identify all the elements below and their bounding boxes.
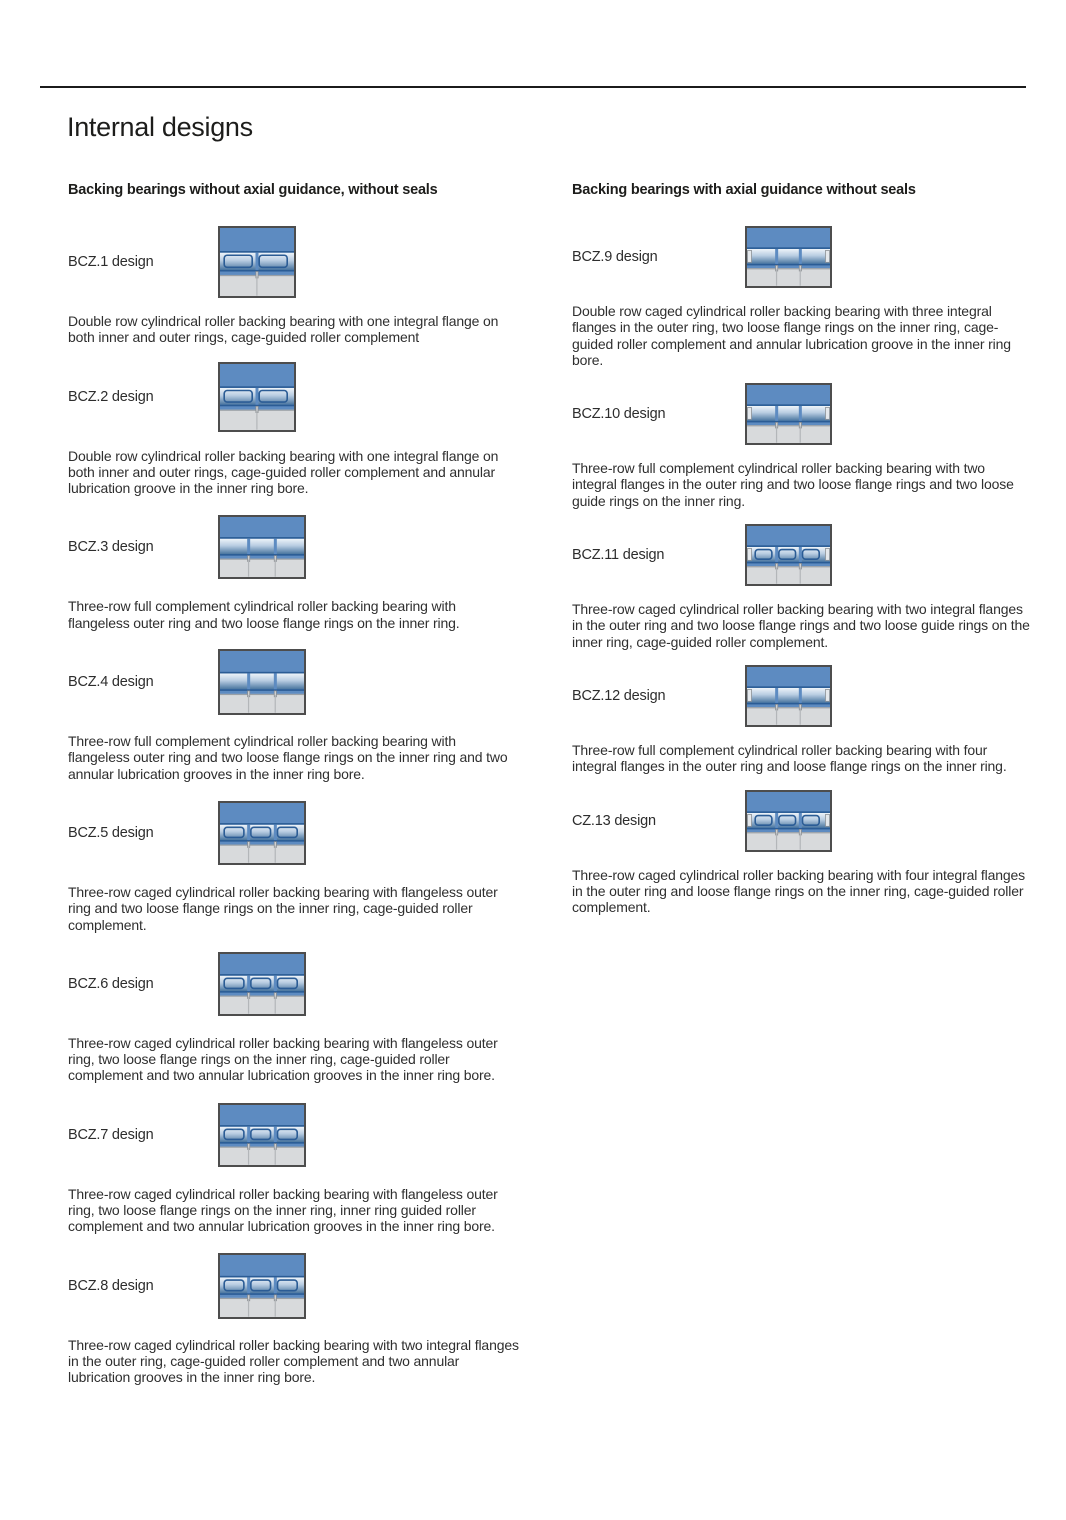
design-description: Double row cylindrical roller backing bearing with one integral flange on both inner and outer rings, cage-guided roller complement and annular lubrication groove in the inner ring bore. xyxy=(68,447,499,497)
design-label: BCZ.2 design xyxy=(68,388,154,405)
bearing-cross-section-figure xyxy=(218,952,306,1016)
bearing-cross-section-figure xyxy=(218,515,306,579)
design-item-bcz1 xyxy=(68,225,520,346)
design-item-bcz6 xyxy=(68,947,520,1084)
design-label: BCZ.3 design xyxy=(68,539,154,556)
design-item-bcz2 xyxy=(68,360,520,497)
column-with-axial-guidance xyxy=(572,182,1030,929)
design-item-bcz9 xyxy=(572,225,1030,368)
column-header: Backing bearings with axial guidance without seals xyxy=(572,182,916,198)
design-item-bcz11 xyxy=(572,523,1030,650)
bearing-cross-section-figure xyxy=(745,524,832,586)
design-description: Three-row caged cylindrical roller backing bearing with two integral flanges in the outer ring, cage-guided roller complement and two annular lubrication grooves in the inner ring bore. xyxy=(68,1336,519,1386)
design-item-bcz5 xyxy=(68,796,520,933)
design-label: BCZ.7 design xyxy=(68,1126,154,1143)
design-label: BCZ.10 design xyxy=(572,406,666,423)
design-description: Three-row caged cylindrical roller backing bearing with four integral flanges in the outer ring and loose flange rings on the inner ring, cage-guided roller complement. xyxy=(572,866,1026,916)
page-title: Internal designs xyxy=(67,112,253,142)
design-item-bcz8 xyxy=(68,1249,520,1386)
design-description: Three-row caged cylindrical roller backing bearing with flangeless outer ring, two loose flange rings on the inner ring, inner ring guided roller complement and two annular lubrication grooves in the inner ring bore. xyxy=(68,1185,498,1235)
design-item-cz13 xyxy=(572,789,1030,916)
bearing-cross-section-figure xyxy=(745,226,832,288)
bearing-cross-section-figure xyxy=(218,801,306,865)
design-description: Three-row full complement cylindrical roller backing bearing with flangeless outer ring and two loose flange rings on the inner ring and two annular lubrication grooves in the inner ring bore. xyxy=(68,733,508,782)
design-label: BCZ.5 design xyxy=(68,824,154,841)
design-description: Three-row full complement cylindrical roller backing bearing with flangeless outer ring and two loose flange rings on the inner ring. xyxy=(68,598,460,631)
design-description: Three-row caged cylindrical roller backing bearing with two integral flanges in the outer ring and two loose flange rings and two loose guide rings on the inner ring, cage-guided roller complement. xyxy=(572,601,1030,650)
column-without-axial-guidance xyxy=(68,182,520,1400)
bearing-cross-section-figure xyxy=(745,665,832,727)
bearing-cross-section-figure xyxy=(218,649,306,715)
bearing-cross-section-figure xyxy=(218,226,296,298)
design-description: Three-row caged cylindrical roller backing bearing with flangeless outer ring and two loose flange rings on the inner ring, cage-guided roller complement. xyxy=(68,883,498,933)
design-description: Three-row full complement cylindrical roller backing bearing with two integral flanges in the outer ring and two loose flange rings and two loose guide rings on the inner ring. xyxy=(572,460,1014,509)
bearing-cross-section-figure xyxy=(745,790,832,852)
design-label: CZ.13 design xyxy=(572,812,656,829)
design-item-bcz3 xyxy=(68,510,520,631)
design-description: Three-row caged cylindrical roller backing bearing with flangeless outer ring, two loose flange rings on the inner ring, cage-guided roller complement and two annular lubrication grooves in the inner ring bore. xyxy=(68,1034,498,1084)
design-item-bcz4 xyxy=(68,645,520,782)
design-label: BCZ.8 design xyxy=(68,1277,154,1294)
design-label: BCZ.9 design xyxy=(572,249,658,265)
design-description: Double row cylindrical roller backing bearing with one integral flange on both inner and outer rings, cage-guided roller complement xyxy=(68,313,499,346)
bearing-cross-section-figure xyxy=(218,362,296,432)
design-item-bcz10 xyxy=(572,382,1030,509)
top-rule-divider xyxy=(40,86,1026,88)
column-header: Backing bearings without axial guidance, without seals xyxy=(68,182,438,198)
design-label: BCZ.11 design xyxy=(572,547,665,564)
design-label: BCZ.4 design xyxy=(68,674,154,691)
design-label: BCZ.1 design xyxy=(68,254,154,270)
design-item-bcz12 xyxy=(572,664,1030,775)
bearing-cross-section-figure xyxy=(218,1103,306,1167)
design-label: BCZ.6 design xyxy=(68,975,154,992)
design-item-bcz7 xyxy=(68,1098,520,1235)
design-description: Double row caged cylindrical roller backing bearing with three integral flanges in the outer ring, two loose flange rings on the inner ring, cage-guided roller complement and annular lubrication groove in the inner ring bore. xyxy=(572,303,1011,368)
bearing-cross-section-figure xyxy=(218,1253,306,1319)
bearing-cross-section-figure xyxy=(745,383,832,445)
design-label: BCZ.12 design xyxy=(572,687,666,704)
design-description: Three-row full complement cylindrical roller backing bearing with four integral flanges in the outer ring and loose flange rings on the inner ring. xyxy=(572,741,1007,775)
